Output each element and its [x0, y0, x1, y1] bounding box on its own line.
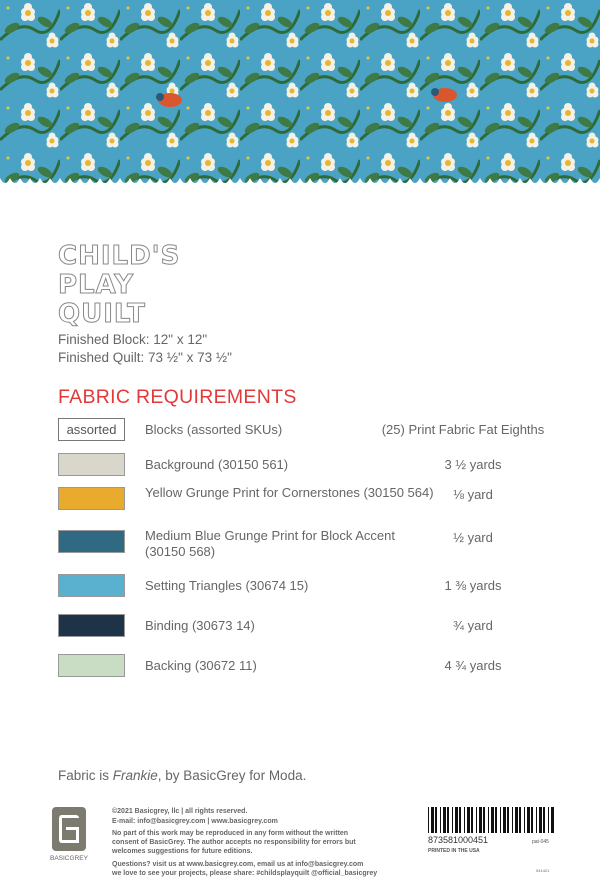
barcode-bar	[539, 807, 542, 833]
barcode-number: 873581000451	[428, 835, 489, 845]
barcode-bar	[464, 807, 465, 833]
barcode-bar	[548, 807, 549, 833]
disclaimer: welcomes suggestions for future editions.	[112, 848, 253, 855]
fabric-credit	[58, 768, 306, 783]
barcode-bar	[503, 807, 506, 833]
share: we love to see your projects, please share: #childsplayquilt @official_basicgrey	[112, 870, 378, 877]
barcode-bar	[551, 807, 554, 833]
fabric-description: Medium Blue Grunge Print for Block Accent (30150 568)	[145, 528, 396, 559]
barcode-bar	[428, 807, 429, 833]
fabric-description: Blocks (assorted SKUs)	[145, 422, 283, 437]
barcode	[428, 807, 554, 833]
barcode-bar	[527, 807, 530, 833]
fabric-amount: 4 ¾ yards	[444, 658, 502, 673]
credit-text: , by BasicGrey for Moda.	[157, 768, 307, 783]
barcode-bar	[515, 807, 518, 833]
barcode-bar	[455, 807, 458, 833]
barcode-bar	[443, 807, 446, 833]
fabric-amount: 3 ½ yards	[444, 457, 502, 472]
barcode-bar	[536, 807, 537, 833]
fabric-amount: (25) Print Fabric Fat Eighths	[381, 422, 545, 437]
questions: Questions? visit us at www.basicgrey.com, email us at info@basicgrey.com	[112, 861, 364, 868]
credit-text: Fabric is	[58, 768, 113, 783]
barcode-bar	[488, 807, 489, 833]
barcode-bar	[507, 807, 509, 833]
logo-text: BASICGREY	[50, 855, 88, 862]
barcode-bar	[471, 807, 473, 833]
barcode-bar	[452, 807, 453, 833]
fabric-amount: ⅛ yard	[453, 487, 493, 502]
printed-in: PRINTED IN THE USA	[428, 848, 480, 854]
barcode-bar	[495, 807, 497, 833]
barcode-bar	[431, 807, 434, 833]
barcode-bar	[459, 807, 461, 833]
finished-quilt: Finished Quilt: 73 ½" x 73 ½"	[58, 350, 232, 365]
barcode-bar	[519, 807, 521, 833]
barcode-bar	[476, 807, 477, 833]
copyright: ©2021 Basicgrey, llc | all rights reserved.	[112, 808, 248, 815]
pattern-title	[58, 242, 180, 329]
barcode-bar	[479, 807, 482, 833]
fabric-description: Background (30150 561)	[145, 457, 289, 472]
barcode-bar	[500, 807, 501, 833]
barcode-bar	[435, 807, 437, 833]
pattern-code: pat-045	[532, 839, 549, 845]
barcode-bar	[531, 807, 533, 833]
barcode-bar	[440, 807, 441, 833]
title-line: QUILT	[58, 299, 146, 329]
fabric-swatch	[58, 654, 125, 677]
fabric-description: Yellow Grunge Print for Cornerstones (30150 564)	[145, 485, 434, 500]
floral-banner-image	[0, 0, 600, 190]
title-line: CHILD'S	[58, 241, 181, 271]
barcode-bar	[543, 807, 545, 833]
assorted-label: assorted	[58, 418, 125, 441]
contact: E-mail: info@basicgrey.com | www.basicgrey.com	[112, 818, 278, 825]
barcode-bar	[512, 807, 513, 833]
barcode-bar	[491, 807, 494, 833]
collection-name: Frankie	[112, 768, 158, 783]
fabric-amount: 1 ⅜ yards	[444, 578, 502, 593]
barcode-bar	[483, 807, 485, 833]
barcode-bar	[524, 807, 525, 833]
section-title: FABRIC REQUIREMENTS	[58, 386, 297, 408]
fabric-description: Binding (30673 14)	[145, 618, 255, 633]
fabric-swatch	[58, 614, 125, 637]
title-line: PLAY	[58, 270, 135, 300]
date-code: 041421	[536, 868, 550, 873]
fabric-description: Backing (30672 11)	[145, 658, 257, 673]
fabric-swatch	[58, 487, 125, 510]
barcode-bar	[467, 807, 470, 833]
fabric-amount: ½ yard	[453, 530, 493, 545]
fabric-swatch	[58, 574, 125, 597]
fabric-amount: ¾ yard	[453, 618, 493, 633]
basicgrey-logo	[52, 807, 86, 851]
disclaimer: consent of BasicGrey. The author accepts no responsibility for errors but	[112, 839, 356, 846]
disclaimer: No part of this work may be reproduced in any form without the written	[112, 830, 349, 837]
barcode-bar	[447, 807, 449, 833]
finished-block: Finished Block: 12" x 12"	[58, 332, 208, 347]
fabric-swatch	[58, 453, 125, 476]
fabric-description: Setting Triangles (30674 15)	[145, 578, 309, 593]
fabric-swatch	[58, 530, 125, 553]
